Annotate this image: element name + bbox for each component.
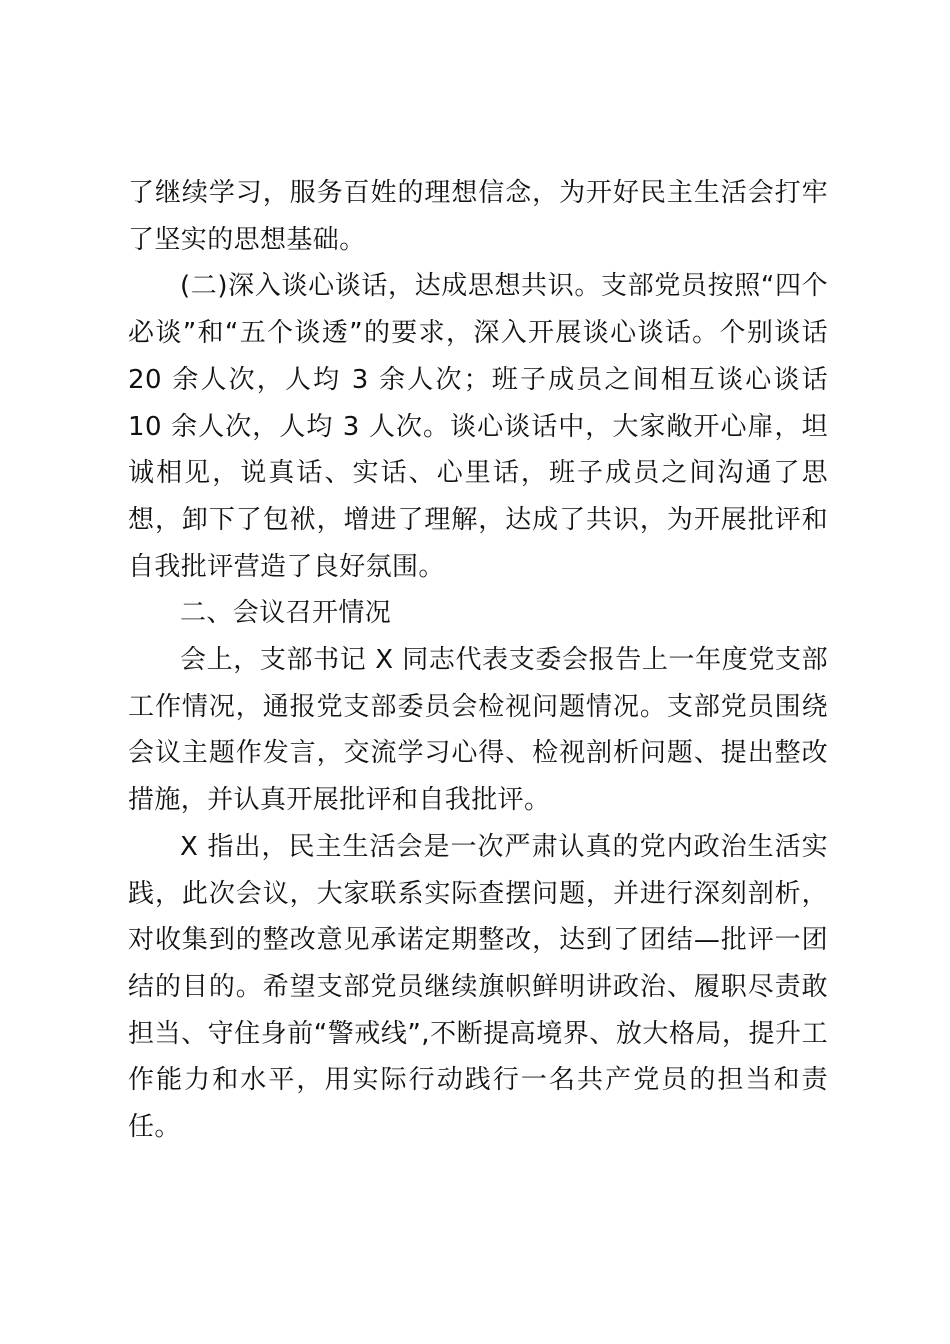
section-heading-meeting: 二、会议召开情况	[180, 598, 392, 629]
document-body	[128, 170, 828, 1151]
paragraph-heart-to-heart-talks: (二)深入谈心谈话，达成思想共识。支部党员按照“四个必谈”和“五个谈透”的要求，深入开展谈心谈话。个别谈话 20 余人次，人均 3 余人次；班子成员之间相互谈心谈话 10 余人次，人均 3 人次。谈心谈话中，大家敞开心扉，坦诚相见，说真话、实话、心里话，班子成员之间沟通了思想，卸下了包袱，增进了理解，达成了共识，为开展批评和自我批评营造了良好氛围。	[128, 271, 828, 582]
paragraph-closing-remarks: X 指出，民主生活会是一次严肃认真的党内政治生活实践，此次会议，大家联系实际查摆问题，并进行深刻剖析，对收集到的整改意见承诺定期整改，达到了团结—批评一团结的目的。希望支部党员继续旗帜鲜明讲政治、履职尽责敢担当、守住身前“警戒线”,不断提高境界、放大格局，提升工作能力和水平，用实际行动践行一名共产党员的担当和责任。	[128, 831, 828, 1143]
paragraph-continuation: 了继续学习，服务百姓的理想信念，为开好民主生活会打牢了坚实的思想基础。	[128, 178, 828, 255]
paragraph-meeting-report: 会上，支部书记 X 同志代表支委会报告上一年度党支部工作情况，通报党支部委员会检视问题情况。支部党员围绕会议主题作发言，交流学习心得、检视剖析问题、提出整改措施，并认真开展批评和自我批评。	[128, 645, 828, 816]
